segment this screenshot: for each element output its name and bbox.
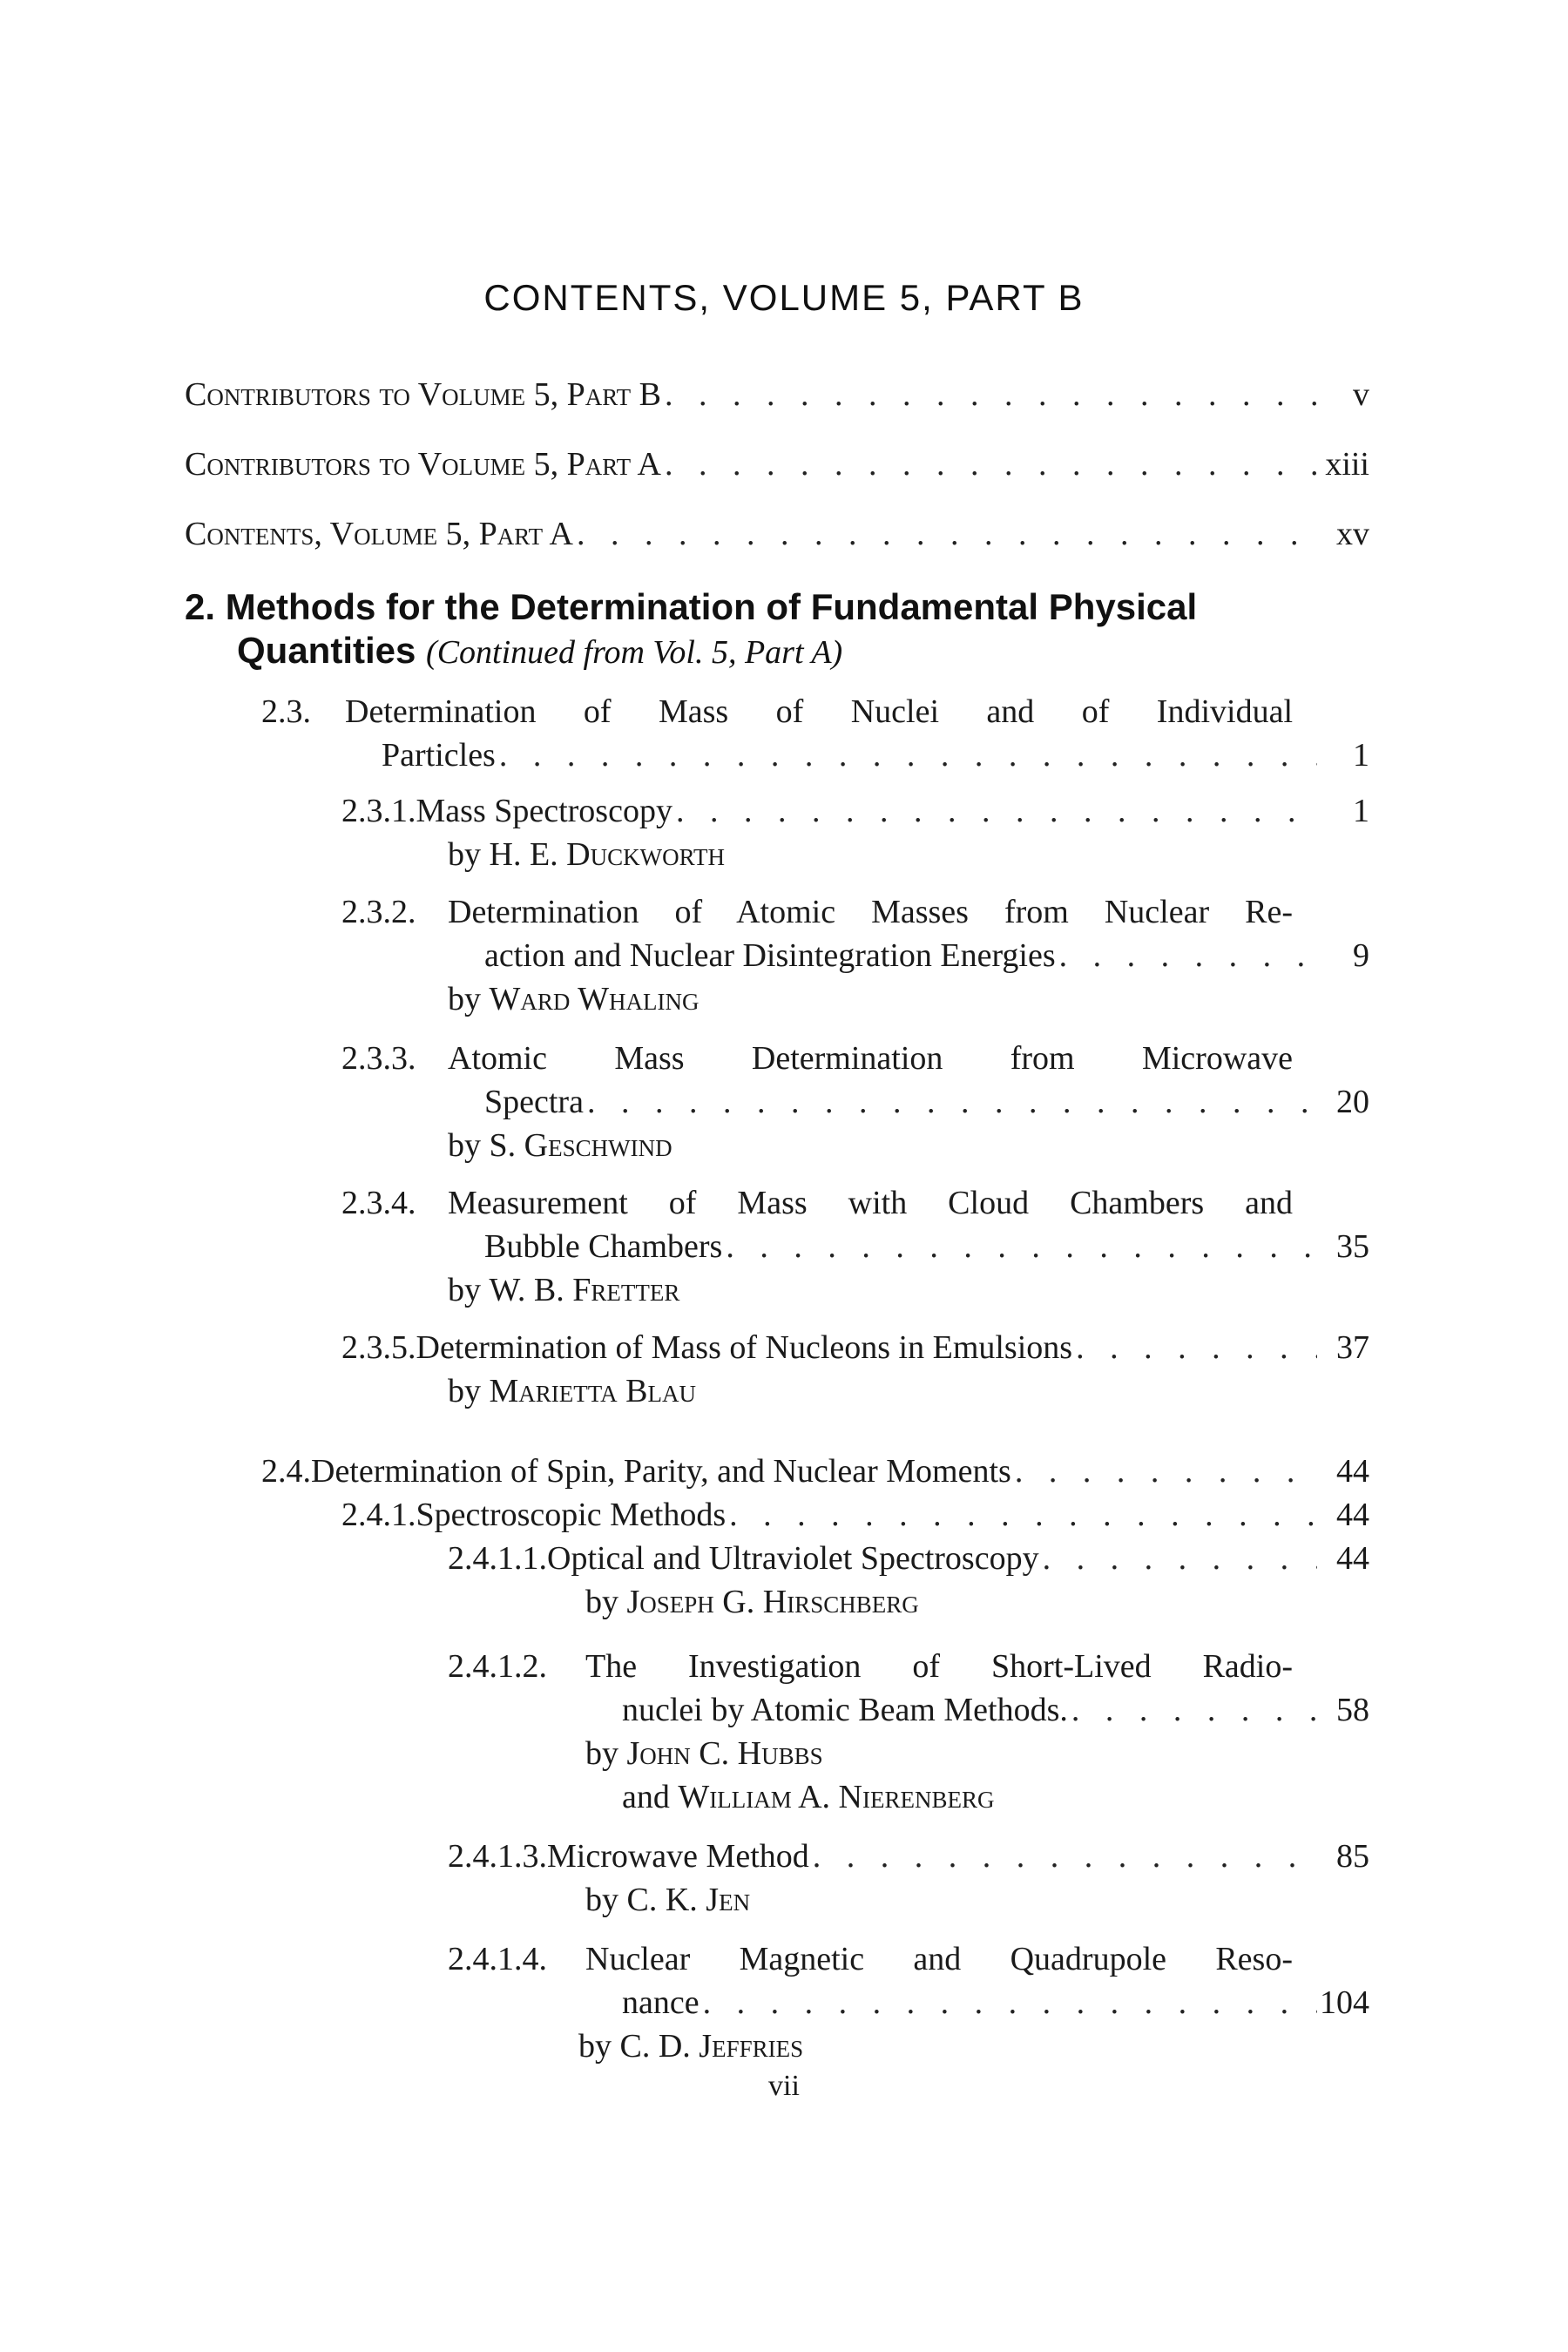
page-number: 44 bbox=[1336, 1540, 1369, 1577]
chapter-heading bbox=[185, 585, 1404, 674]
dot-leader bbox=[700, 1981, 1317, 2024]
toc-entry[interactable] bbox=[448, 1537, 1369, 1580]
author-prefix: and bbox=[622, 1779, 670, 1815]
author-name: W. B. Fretter bbox=[489, 1272, 680, 1308]
page-folio: vii bbox=[768, 2070, 800, 2102]
entry-number: 2.4.1. bbox=[341, 1497, 416, 1533]
toc-entry[interactable] bbox=[484, 934, 1369, 977]
entry-number: 2.3.2. bbox=[341, 894, 416, 930]
author-line bbox=[448, 977, 700, 1021]
toc-entry[interactable] bbox=[185, 373, 1369, 416]
dot-leader bbox=[722, 1225, 1317, 1268]
author-prefix: by bbox=[448, 1127, 481, 1164]
author-name: C. K. Jen bbox=[626, 1882, 751, 1918]
entry-text: Determination of Spin, Parity, and Nuclear Moments bbox=[311, 1453, 1011, 1490]
author-line bbox=[448, 833, 725, 876]
page-number: 58 bbox=[1336, 1692, 1369, 1728]
toc-entry[interactable] bbox=[341, 1326, 1369, 1369]
toc-entry[interactable] bbox=[622, 1688, 1369, 1732]
author-name: William A. Nierenberg bbox=[678, 1779, 995, 1815]
entry-number: 2.4.1.4. bbox=[448, 1941, 547, 1977]
toc-entry[interactable] bbox=[484, 1225, 1369, 1268]
dot-leader bbox=[1068, 1688, 1317, 1732]
page-title: CONTENTS, VOLUME 5, PART B bbox=[483, 277, 1085, 318]
page-number: 104 bbox=[1320, 1984, 1369, 2021]
toc-entry[interactable] bbox=[341, 789, 1369, 833]
entry-text: Optical and Ultraviolet Spectroscopy bbox=[547, 1540, 1039, 1577]
toc-entry[interactable] bbox=[448, 1835, 1369, 1878]
chapter-title-line2: Quantities bbox=[237, 630, 416, 671]
toc-entry[interactable] bbox=[185, 512, 1369, 556]
entry-text: Particles bbox=[382, 737, 496, 774]
page-number: 20 bbox=[1336, 1084, 1369, 1120]
dot-leader bbox=[1011, 1450, 1317, 1493]
author-line-2 bbox=[622, 1775, 995, 1819]
entry-text: nuclei by Atomic Beam Methods. bbox=[622, 1692, 1068, 1728]
dot-leader bbox=[1072, 1326, 1317, 1369]
author-line bbox=[585, 1732, 823, 1775]
page-number: 37 bbox=[1336, 1329, 1369, 1366]
entry-number: 2.3.3. bbox=[341, 1040, 416, 1077]
chapter-number: 2. bbox=[185, 586, 216, 627]
dot-leader bbox=[1039, 1537, 1317, 1580]
page-number: xv bbox=[1336, 516, 1369, 552]
author-line bbox=[585, 1580, 919, 1624]
toc-entry[interactable] bbox=[341, 1493, 1369, 1537]
page-number: 1 bbox=[1353, 793, 1369, 829]
author-line bbox=[448, 1369, 696, 1413]
dot-leader bbox=[584, 1080, 1317, 1124]
entry-text: Microwave Method bbox=[547, 1838, 809, 1875]
author-line bbox=[578, 2024, 803, 2068]
entry-text: Bubble Chambers bbox=[484, 1228, 723, 1265]
entry-number: 2.3.1. bbox=[341, 793, 416, 829]
page-number: 9 bbox=[1353, 937, 1369, 974]
entry-number: 2.4.1.1. bbox=[448, 1540, 547, 1577]
author-name: H. E. Duckworth bbox=[489, 836, 725, 873]
dot-leader bbox=[726, 1493, 1317, 1537]
dot-leader bbox=[672, 789, 1317, 833]
dot-leader bbox=[809, 1835, 1317, 1878]
entry-number: 2.3.5. bbox=[341, 1329, 416, 1366]
toc-entry[interactable] bbox=[382, 733, 1369, 777]
author-prefix: by bbox=[578, 2028, 612, 2065]
entry-text: action and Nuclear Disintegration Energies bbox=[484, 937, 1056, 974]
dot-leader bbox=[496, 733, 1317, 777]
dot-leader bbox=[661, 443, 1317, 486]
author-name: Ward Whaling bbox=[489, 981, 700, 1017]
chapter-title-line1: Methods for the Determination of Fundamental Physical bbox=[225, 586, 1198, 627]
author-prefix: by bbox=[585, 1584, 618, 1620]
dot-leader bbox=[573, 512, 1317, 556]
page-number: 1 bbox=[1353, 737, 1369, 774]
entry-text: Contributors to Volume 5, Part A bbox=[185, 446, 661, 483]
author-line bbox=[585, 1878, 750, 1922]
entry-text-line1: Atomic Mass Determination from Microwave bbox=[448, 1040, 1293, 1077]
author-name: Joseph G. Hirschberg bbox=[626, 1584, 919, 1620]
author-prefix: by bbox=[448, 981, 481, 1017]
author-prefix: by bbox=[448, 836, 481, 873]
entry-text: nance bbox=[622, 1984, 700, 2021]
entry-text-line1: Measurement of Mass with Cloud Chambers and bbox=[448, 1185, 1293, 1221]
dot-leader bbox=[661, 373, 1317, 416]
entry-number: 2.3.4. bbox=[341, 1185, 416, 1221]
author-prefix: by bbox=[448, 1373, 481, 1409]
page-number: 44 bbox=[1336, 1453, 1369, 1490]
author-name: Marietta Blau bbox=[489, 1373, 696, 1409]
author-name: C. D. Jeffries bbox=[619, 2028, 804, 2065]
page-number: 35 bbox=[1336, 1228, 1369, 1265]
page-number: v bbox=[1353, 376, 1369, 413]
entry-text: Determination of Mass of Nucleons in Emulsions bbox=[416, 1329, 1073, 1366]
author-name: John C. Hubbs bbox=[626, 1735, 823, 1772]
toc-entry[interactable] bbox=[484, 1080, 1369, 1124]
section-title-line1: Determination of Mass of Nuclei and of Individual bbox=[345, 693, 1293, 730]
toc-entry[interactable] bbox=[185, 443, 1369, 486]
author-prefix: by bbox=[585, 1735, 618, 1772]
dot-leader bbox=[1056, 934, 1317, 977]
author-line bbox=[448, 1124, 672, 1167]
author-name: S. Geschwind bbox=[489, 1127, 672, 1164]
entry-text: Contents, Volume 5, Part A bbox=[185, 516, 573, 552]
page-number: 85 bbox=[1336, 1838, 1369, 1875]
entry-text: Mass Spectroscopy bbox=[416, 793, 672, 829]
section-number: 2.3. bbox=[261, 693, 311, 730]
entry-text-line1: The Investigation of Short-Lived Radio- bbox=[585, 1648, 1293, 1685]
entry-text: Spectra bbox=[484, 1084, 584, 1120]
entry-text: Contributors to Volume 5, Part B bbox=[185, 376, 661, 413]
toc-entry[interactable] bbox=[622, 1981, 1369, 2024]
entry-number: 2.4. bbox=[261, 1453, 311, 1490]
entry-text: Spectroscopic Methods bbox=[416, 1497, 727, 1533]
entry-number: 2.4.1.2. bbox=[448, 1648, 547, 1685]
author-prefix: by bbox=[448, 1272, 481, 1308]
page-number: 44 bbox=[1336, 1497, 1369, 1533]
page-number: xiii bbox=[1325, 446, 1369, 483]
entry-text-line1: Determination of Atomic Masses from Nuclear Re- bbox=[448, 894, 1293, 930]
author-line bbox=[448, 1268, 679, 1312]
chapter-note: (Continued from Vol. 5, Part A) bbox=[426, 634, 843, 671]
entry-text-line1: Nuclear Magnetic and Quadrupole Reso- bbox=[585, 1941, 1293, 1977]
author-prefix: by bbox=[585, 1882, 618, 1918]
entry-number: 2.4.1.3. bbox=[448, 1838, 547, 1875]
toc-entry[interactable] bbox=[261, 1450, 1369, 1493]
